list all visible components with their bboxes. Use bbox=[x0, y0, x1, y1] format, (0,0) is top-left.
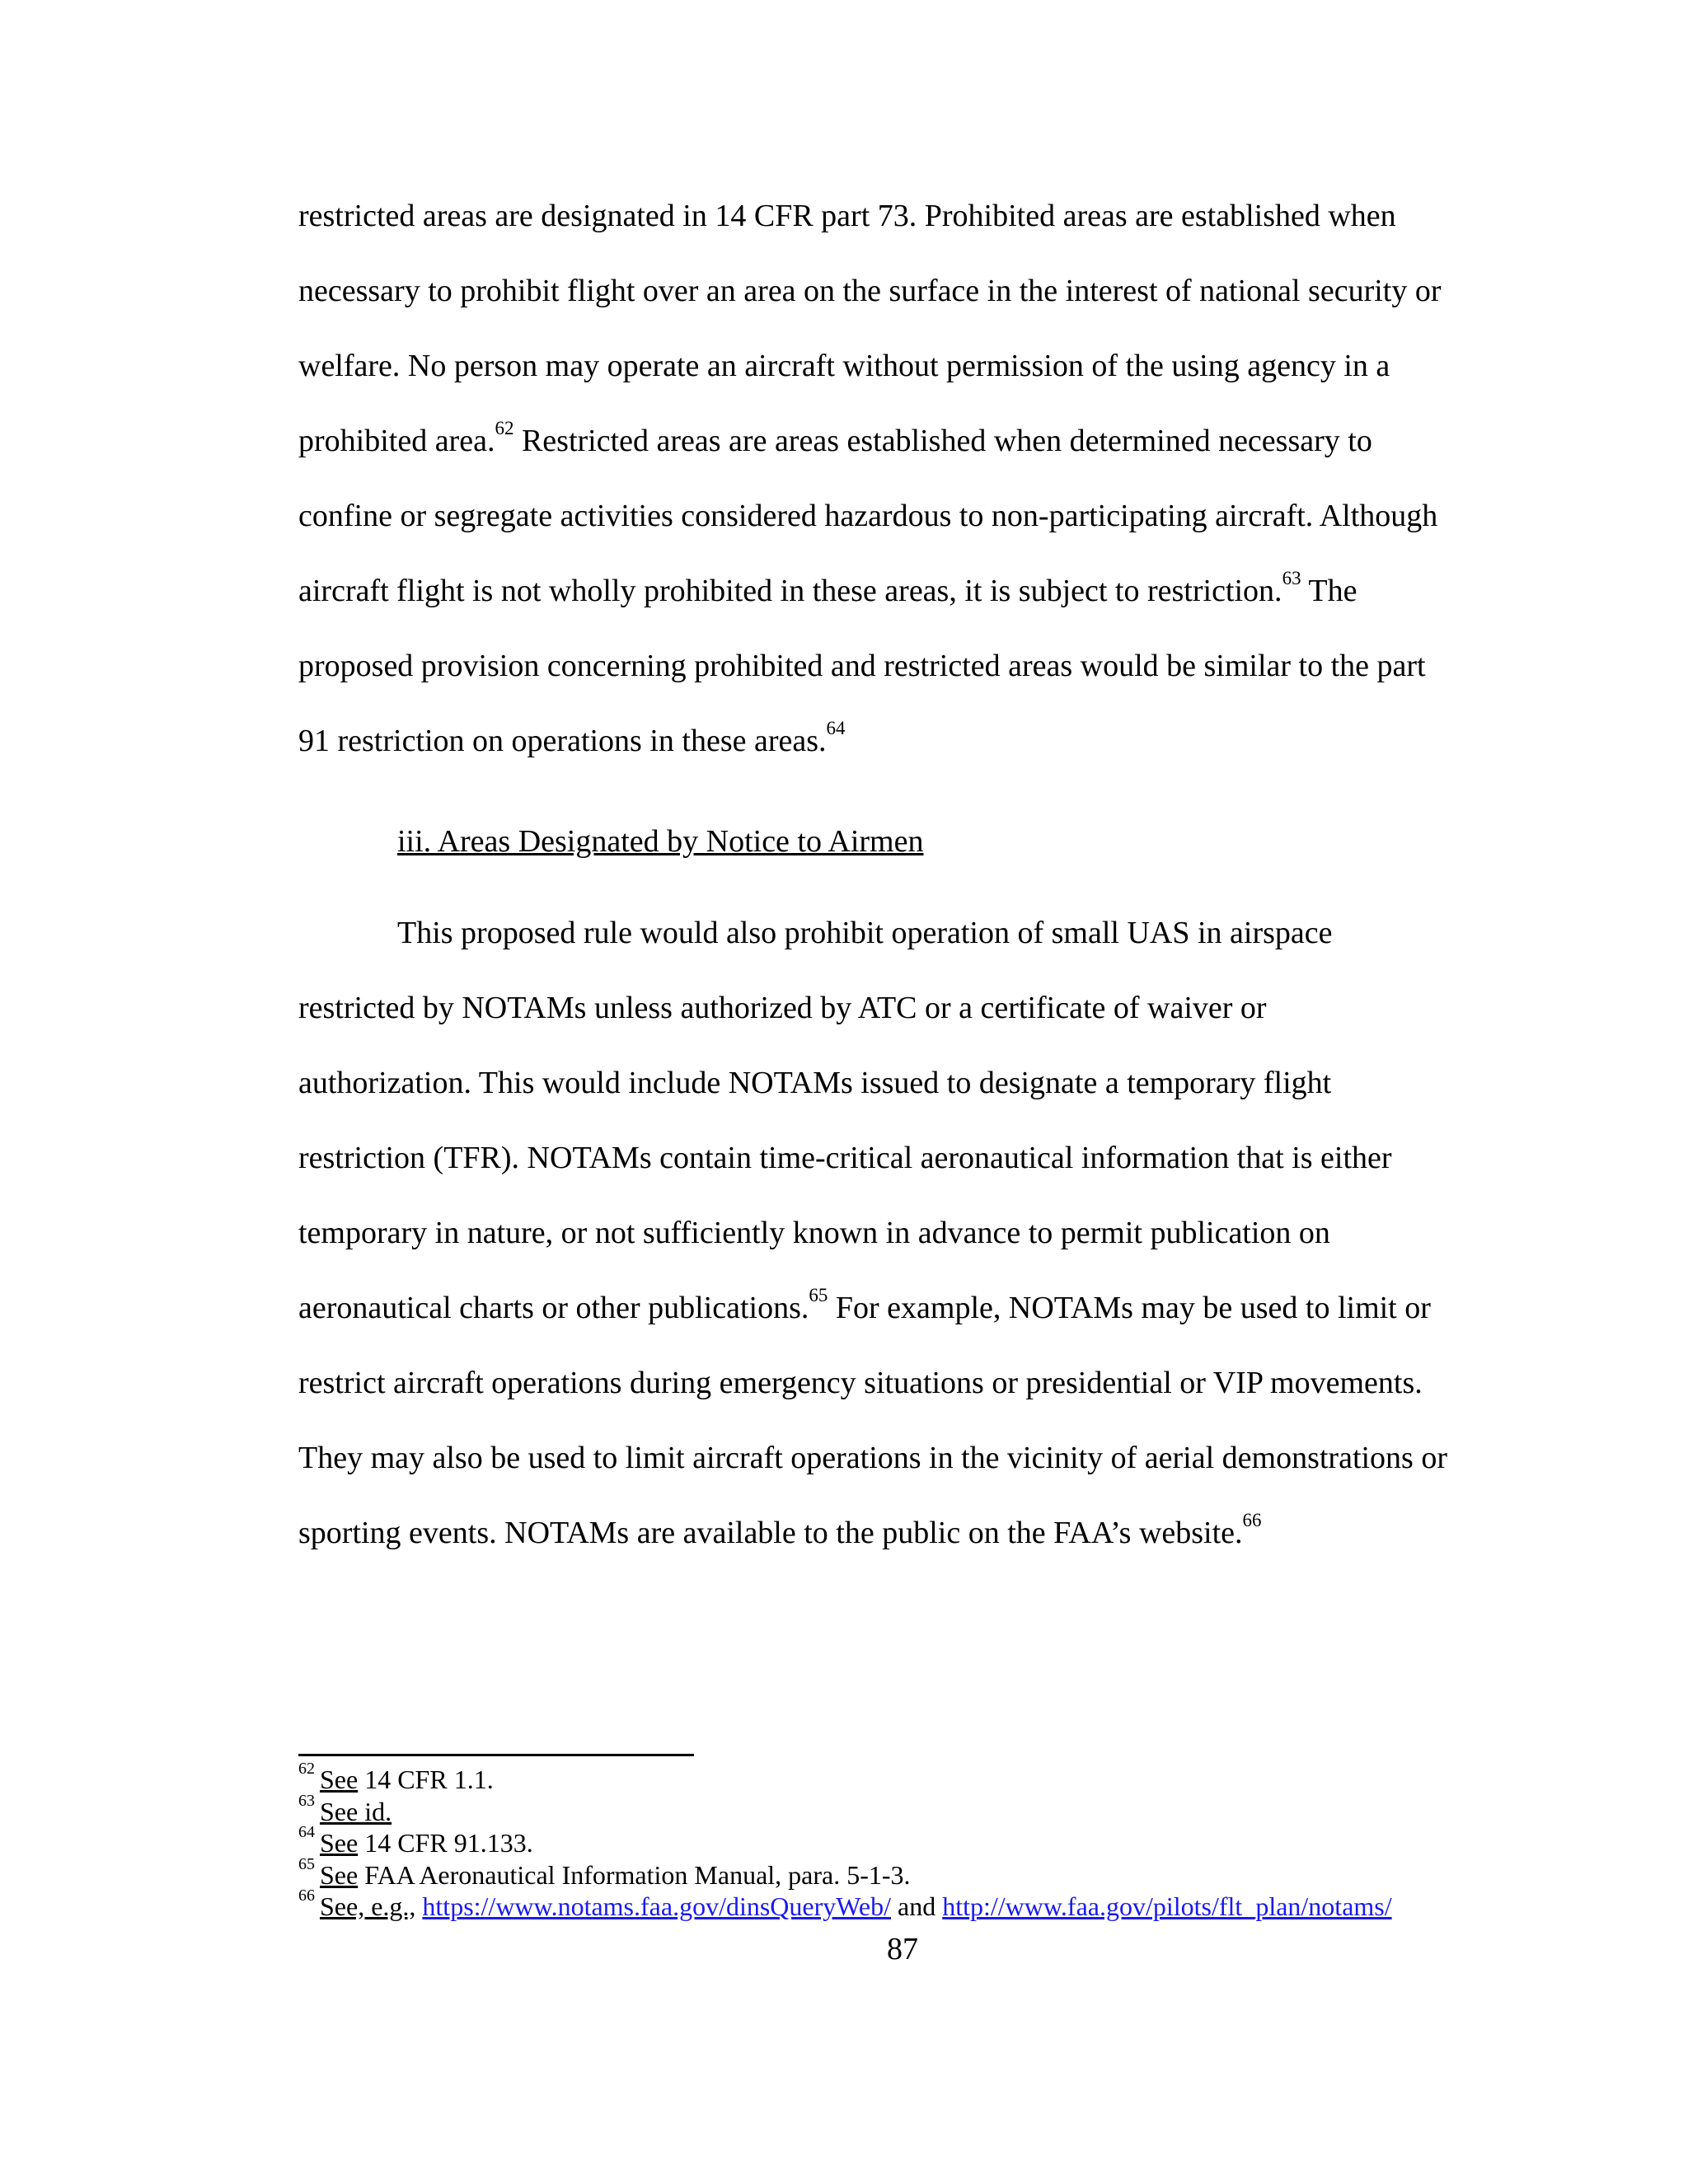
paragraph-line bbox=[298, 418, 1372, 458]
footnotes bbox=[298, 1760, 1518, 1923]
page-number: 87 bbox=[887, 1932, 918, 1966]
footnote-ref-63[interactable]: 63 bbox=[1282, 568, 1301, 588]
footnote-62 bbox=[298, 1760, 1518, 1796]
paragraph-line bbox=[298, 1510, 1262, 1550]
paragraph-line: necessary to prohibit flight over an area on the surface in the interest of national security or bbox=[298, 274, 1442, 308]
footnote-number: 64 bbox=[298, 1823, 315, 1841]
citation-signal: See bbox=[320, 1859, 359, 1890]
paragraph-line: authorization. This would include NOTAMs issued to designate a temporary flight bbox=[298, 1066, 1332, 1100]
paragraph-line: restrict aircraft operations during emergency situations or presidential or VIP movements. bbox=[298, 1366, 1423, 1400]
citation-signal: See bbox=[320, 1828, 359, 1858]
footnote-63 bbox=[298, 1791, 1518, 1828]
footnote-ref-64[interactable]: 64 bbox=[826, 718, 846, 738]
line-text: 91 restriction on operations in these areas. bbox=[298, 724, 827, 758]
paragraph-line: proposed provision concerning prohibited and restricted areas would be similar to the part bbox=[298, 649, 1426, 683]
footnote-text: 14 CFR 91.133. bbox=[358, 1828, 533, 1858]
citation-signal: See bbox=[320, 1765, 359, 1794]
citation-signal: See id. bbox=[320, 1796, 392, 1826]
line-text: Restricted areas are areas established when determined necessary to bbox=[513, 424, 1372, 458]
footnote-divider bbox=[298, 1754, 694, 1756]
paragraph-line: restricted by NOTAMs unless authorized by ATC or a certificate of waiver or bbox=[298, 991, 1267, 1025]
footnote-number: 66 bbox=[298, 1886, 315, 1905]
footnote-number: 63 bbox=[298, 1791, 315, 1810]
footnote-ref-66[interactable]: 66 bbox=[1242, 1510, 1262, 1530]
paragraph-line: temporary in nature, or not sufficiently known in advance to permit publication on bbox=[298, 1216, 1330, 1250]
line-text: sporting events. NOTAMs are available to the public on the FAA’s website. bbox=[298, 1516, 1243, 1550]
footnote-text: 14 CFR 1.1. bbox=[358, 1765, 494, 1794]
line-text: The bbox=[1301, 574, 1357, 608]
section-heading: iii. Areas Designated by Notice to Airmen bbox=[397, 824, 924, 859]
paragraph-line: This proposed rule would also prohibit operation of small UAS in airspace bbox=[397, 916, 1333, 950]
line-text: prohibited area. bbox=[298, 424, 495, 458]
footnote-number: 65 bbox=[298, 1854, 315, 1873]
paragraph-line bbox=[298, 1285, 1431, 1325]
line-text: aeronautical charts or other publications. bbox=[298, 1291, 809, 1325]
footnote-text: and bbox=[891, 1891, 943, 1921]
footnote-66 bbox=[298, 1886, 1518, 1923]
paragraph-line: restricted areas are designated in 14 CFR part 73. Prohibited areas are established when bbox=[298, 199, 1396, 233]
paragraph-line bbox=[298, 718, 846, 758]
faa-notams-link[interactable]: http://www.faa.gov/pilots/flt_plan/notams/ bbox=[942, 1891, 1392, 1921]
paragraph-line: restriction (TFR). NOTAMs contain time-critical aeronautical information that is either bbox=[298, 1141, 1392, 1175]
paragraph-line bbox=[298, 568, 1357, 608]
footnote-number: 62 bbox=[298, 1760, 315, 1778]
notams-query-link[interactable]: https://www.notams.faa.gov/dinsQueryWeb/ bbox=[422, 1891, 891, 1921]
footnote-64 bbox=[298, 1823, 1518, 1859]
footnote-ref-65[interactable]: 65 bbox=[809, 1285, 828, 1305]
footnote-65 bbox=[298, 1854, 1518, 1891]
line-text: For example, NOTAMs may be used to limit or bbox=[828, 1291, 1431, 1325]
paragraph-line: confine or segregate activities considered hazardous to non-participating aircraft. Although bbox=[298, 499, 1438, 533]
paragraph-line: They may also be used to limit aircraft operations in the vicinity of aerial demonstrations or bbox=[298, 1441, 1447, 1475]
paragraph-line: welfare. No person may operate an aircraft without permission of the using agency in a bbox=[298, 349, 1390, 383]
footnote-text: FAA Aeronautical Information Manual, para. 5-1-3. bbox=[358, 1859, 911, 1890]
line-text: aircraft flight is not wholly prohibited in these areas, it is subject to restriction. bbox=[298, 574, 1282, 608]
citation-signal: See, e.g., bbox=[320, 1891, 416, 1921]
footnote-ref-62[interactable]: 62 bbox=[495, 418, 514, 438]
